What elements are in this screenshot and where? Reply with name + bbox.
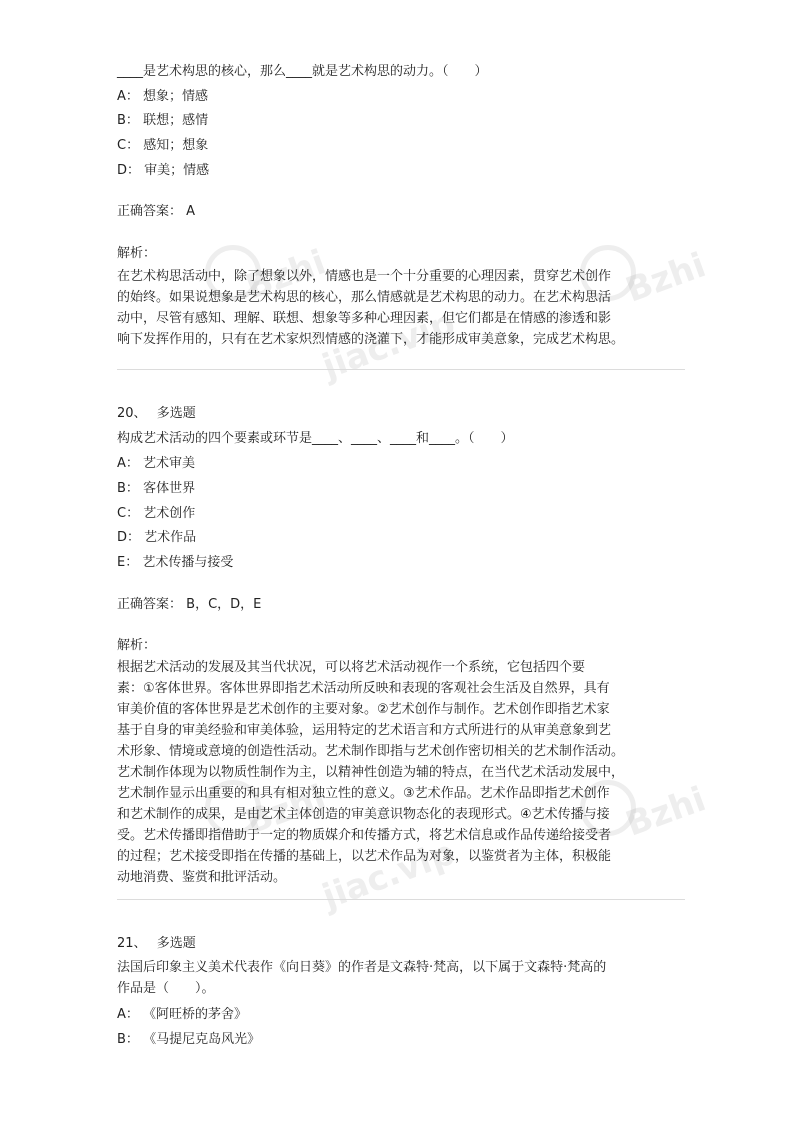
question-divider	[117, 899, 685, 900]
question-number: 21、	[117, 936, 147, 951]
q20-option-a	[117, 455, 195, 473]
analysis-line: 审美价值的客体世界是艺术创作的主要对象。②艺术创作与制作。艺术创作即指艺术家	[117, 702, 610, 717]
q19-option-c	[117, 137, 208, 155]
q20-stem: 构成艺术活动的四个要素或环节是____、____、____和____。（ ）	[117, 431, 514, 446]
stem-line: 法国后印象主义美术代表作《向日葵》的作者是文森特·梵高，以下属于文森特·梵高的	[117, 960, 607, 975]
q19-analysis-label: 解析：	[117, 246, 157, 261]
q19-option-d	[117, 162, 209, 180]
option-key: A：	[117, 1007, 139, 1022]
q20-option-c	[117, 505, 195, 523]
option-key: C：	[117, 138, 140, 153]
q20-header	[117, 405, 196, 423]
q20-option-b	[117, 480, 195, 498]
option-key: B：	[117, 113, 139, 128]
option-key: D：	[117, 530, 141, 545]
option-key: A：	[117, 89, 139, 104]
q20-analysis-label: 解析：	[117, 638, 157, 653]
option-key: B：	[117, 1032, 139, 1047]
option-text: 想象；情感	[143, 89, 209, 104]
option-text: 艺术审美	[143, 456, 196, 471]
option-key: D：	[117, 163, 141, 178]
answer-label: 正确答案：	[117, 204, 183, 219]
watermark-text: jiac.vip	[317, 302, 461, 388]
analysis-line: 根据艺术活动的发展及其当代状况，可以将艺术活动视作一个系统，它包括四个要	[117, 660, 586, 675]
watermark-text: Bzhi	[240, 242, 331, 308]
question-type: 多选题	[156, 936, 196, 951]
option-text: 《阿旺桥的茅舍》	[143, 1007, 248, 1022]
q19-analysis	[117, 266, 687, 350]
q21-option-b	[117, 1031, 260, 1049]
option-text: 感知；想象	[143, 138, 209, 153]
answer-label: 正确答案：	[117, 597, 183, 612]
analysis-line: 素：①客体世界。客体世界即指艺术活动所反映和表现的客观社会生活及自然界，具有	[117, 681, 610, 696]
option-key: E：	[117, 555, 139, 570]
option-text: 联想；感情	[143, 113, 209, 128]
analysis-line: 动地消费、鉴赏和批评活动。	[117, 870, 287, 885]
analysis-line: 动中，尽管有感知、理解、联想、想象等多种心理因素，但它们都是在情感的渗透和影	[117, 311, 612, 326]
q21-option-a	[117, 1006, 247, 1024]
watermark-text: Bzhi	[240, 777, 331, 843]
answer-value: A	[186, 204, 196, 219]
q21-stem	[117, 957, 687, 999]
option-text: 《马提尼克岛风光》	[143, 1032, 261, 1047]
analysis-line: 艺术制作体现为以物质性制作为主，以精神性创造为辅的特点，在当代艺术活动发展中，	[117, 765, 625, 780]
q20-option-d	[117, 529, 196, 547]
q20-answer	[117, 596, 261, 614]
option-text: 艺术创作	[143, 506, 196, 521]
analysis-line: 的过程；艺术接受即指在传播的基础上，以艺术作品为对象，以鉴赏者为主体，积极能	[117, 849, 612, 864]
option-text: 审美；情感	[144, 163, 210, 178]
q19-answer	[117, 203, 195, 221]
watermark-text: Bzhi	[620, 245, 711, 311]
question-divider	[117, 369, 685, 370]
watermark-text: Bzhi	[620, 779, 711, 845]
option-key: C：	[117, 506, 140, 521]
q20-option-e	[117, 554, 233, 572]
q19-option-b	[117, 112, 208, 130]
analysis-line: 术形象、情境或意境的创造性活动。艺术制作即指与艺术创作密切相关的艺术制作活动。	[117, 744, 625, 759]
answer-value: B，C，D，E	[186, 597, 262, 612]
q19-option-a	[117, 88, 208, 106]
option-text: 客体世界	[143, 481, 196, 496]
analysis-line: 艺术制作显示出重要的和具有相对独立性的意义。③艺术作品。艺术作品即指艺术创作	[117, 786, 610, 801]
question-type: 多选题	[156, 406, 196, 421]
question-number: 20、	[117, 406, 147, 421]
option-text: 艺术作品	[144, 530, 197, 545]
q20-analysis	[117, 657, 687, 888]
watermark-text: jiac.vip	[317, 832, 461, 918]
analysis-line: 在艺术构思活动中，除了想象以外，情感也是一个十分重要的心理因素，贯穿艺术创作	[117, 269, 612, 284]
q19-stem: ____是艺术构思的核心，那么____就是艺术构思的动力。（ ）	[117, 64, 488, 79]
option-text: 艺术传播与接受	[142, 555, 234, 570]
q21-header	[117, 935, 196, 953]
analysis-line: 响下发挥作用的，只有在艺术家炽烈情感的浇灌下，才能形成审美意象，完成艺术构思。	[117, 332, 625, 347]
analysis-line: 的始终。如果说想象是艺术构思的核心，那么情感就是艺术构思的动力。在艺术构思活	[117, 290, 612, 305]
stem-line: 作品是（ ）。	[117, 981, 215, 996]
option-key: A：	[117, 456, 139, 471]
analysis-line: 受。艺术传播即指借助于一定的物质媒介和传播方式，将艺术信息或作品传递给接受者	[117, 828, 612, 843]
option-key: B：	[117, 481, 139, 496]
analysis-line: 和艺术制作的成果，是由艺术主体创造的审美意识物态化的表现形式。④艺术传播与接	[117, 807, 610, 822]
analysis-line: 基于自身的审美经验和审美体验，运用特定的艺术语言和方式所进行的从审美意象到艺	[117, 723, 612, 738]
